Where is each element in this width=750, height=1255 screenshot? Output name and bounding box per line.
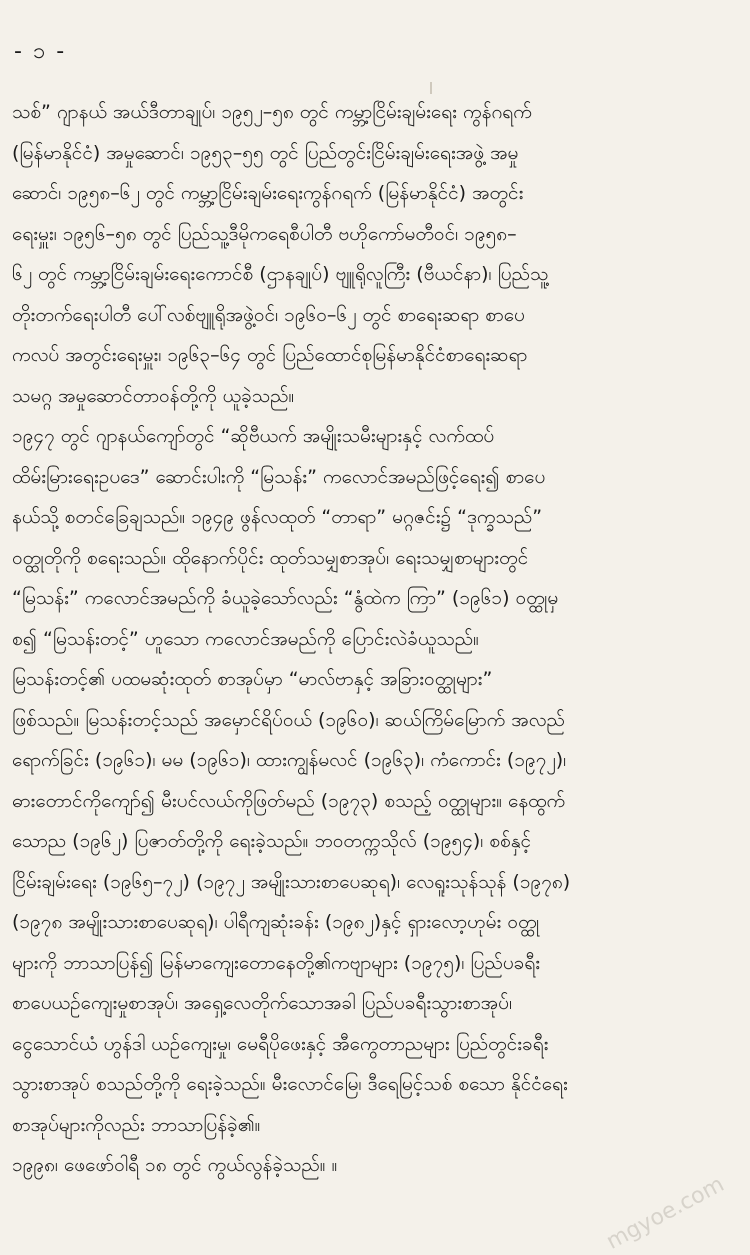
- text-line: ဝတ္ထုတိုကို စရေးသည်။ ထိုနောက်ပိုင်း ထုတ်သမျှစာအုပ်၊ ရေးသမျှစာများတွင်: [12, 546, 529, 569]
- text-line: သောည (၁၉၆၂) ပြဇာတ်တို့ကို ရေးခဲ့သည်။ ဘဝတက္ကသိုလ် (၁၉၅၄)၊ စစ်နှင့်: [12, 830, 532, 852]
- text-line: နယ်သို့ စတင်ခြေချသည်။ ၁၉၄၉ ဖွန်လထုတ် “တာရာ” မဂ္ဂဇင်း၌ “ဒုက္ခသည်”: [12, 506, 543, 528]
- page-number: - ၁ -: [14, 39, 67, 64]
- text-line: ထိမ်းမြားရေးဥပဒေ” ဆောင်းပါးကို “မြသန်း” ကလောင်အမည်ဖြင့်ရေး၍ စာပေ: [12, 465, 546, 488]
- text-line: ၁၉၄၇ တွင် ဂျာနယ်ကျော်တွင် “ဆိုဗီယက် အမျိုးသမီးများနှင့် လက်ထပ်: [12, 425, 495, 447]
- text-line: စ၍ “မြသန်းတင့်” ဟူသော ကလောင်အမည်ကို ပြောင်းလဲခံယူသည်။: [12, 627, 479, 650]
- text-line: ဆောင်၊ ၁၉၅၈–၆၂ တွင် ကမ္ဘာ့ငြိမ်းချမ်းရေးကွန်ဂရက် (မြန်မာနိုင်ငံ) အတွင်း: [12, 182, 524, 204]
- text-line: သမဂ္ဂ အမှုဆောင်တာဝန်တို့ကို ယူခဲ့သည်။: [12, 384, 295, 407]
- text-line: ရောက်ခြင်း (၁၉၆၁)၊ မမ (၁၉၆၁)၊ ထားကျွန်မလင် (၁၉၆၃)၊ ကံကောင်း (၁၉၇၂)၊: [12, 749, 567, 771]
- watermark: mgyoe.com: [602, 1171, 728, 1255]
- text-line: စာအုပ်များကိုလည်း ဘာသာပြန်ခဲ့၏။: [12, 1113, 261, 1136]
- text-line: (၁၉၇၈ အမျိုးသားစာပေဆုရ)၊ ပါရီကျဆုံးခန်း (၁၉၈၂)နှင့် ရှားလော့ဟုမ်း ဝတ္ထု: [12, 911, 540, 933]
- text-line: (မြန်မာနိုင်ငံ) အမှုဆောင်၊ ၁၉၅၃–၅၅ တွင် ပြည်တွင်းငြိမ်းချမ်းရေးအဖွဲ့ အမှု: [12, 141, 519, 164]
- text-line: ဖြစ်သည်။ မြသန်းတင့်သည် အမှောင်ရိပ်ဝယ် (၁၉၆၀)၊ ဆယ်ကြိမ်မြောက် အလည်: [12, 708, 565, 731]
- text-line: ၆၂ တွင် ကမ္ဘာ့ငြိမ်းချမ်းရေးကောင်စီ (ဌာနချုပ်) ဗျူရိုလူကြီး (ဗီယင်နာ)၊ ပြည်သူ့: [12, 263, 549, 285]
- text-line: ငြိမ်းချမ်းရေး (၁၉၆၅–၇၂) (၁၉၇၂ အမျိုးသားစာပေဆုရ)၊ လေရူးသုန်သုန် (၁၉၇၈): [12, 870, 571, 893]
- text-line: မြသန်းတင့်၏ ပထမဆုံးထုတ် စာအုပ်မှာ “မာလ်ဗာနှင့် အခြားဝတ္ထုများ”: [12, 668, 493, 690]
- text-line: ငွေသောင်ယံ ဟွန်ဒါ ယဉ်ကျေးမှု၊ မေရီပိုဖေးနှင့် အီကွေတာညများ ပြည်တွင်းခရီး: [12, 1032, 549, 1055]
- body-text: [12, 92, 740, 1186]
- text-line: သစ်” ဂျာနယ် အယ်ဒီတာချုပ်၊ ၁၉၅၂–၅၈ တွင် ကမ္ဘာ့ငြိမ်းချမ်းရေး ကွန်ဂရက်: [12, 101, 532, 123]
- text-line: စာပေယဉ်ကျေးမှုစာအုပ်၊ အရှေ့လေတိုက်သောအခါ ပြည်ပခရီးသွားစာအုပ်၊: [12, 992, 512, 1014]
- text-line: “မြသန်း” ကလောင်အမည်ကို ခံယူခဲ့သော်လည်း “နွံထဲက ကြာ” (၁၉၆၁) ဝတ္ထုမှ: [12, 587, 559, 609]
- text-line: ဓားတောင်ကိုကျော်၍ မီးပင်လယ်ကိုဖြတ်မည် (၁၉၇၃) စသည့် ဝတ္ထုများ။ နေထွက်: [12, 789, 566, 812]
- text-line: များကို ဘာသာပြန်၍ မြန်မာကျေးတောနေတို့၏ကဗျာများ (၁၉၇၅)၊ ပြည်ပခရီး: [12, 951, 541, 974]
- text-line: ကလပ် အတွင်းရေးမှူး၊ ၁၉၆၃–၆၄ တွင် ပြည်ထောင်စုမြန်မာနိုင်ငံစာရေးဆရာ: [12, 344, 528, 366]
- text-line: သွားစာအုပ် စသည်တို့ကို ရေးခဲ့သည်။ မီးလောင်မြေ၊ ဒီရေမြင့်သစ် စသော နိုင်ငံရေး: [12, 1073, 568, 1095]
- text-line: ၁၉၉၈၊ ဖေဖော်ဝါရီ ၁၈ တွင် ကွယ်လွန်ခဲ့သည်။ ။: [12, 1154, 338, 1176]
- text-line: တိုးတက်ရေးပါတီ ပေါ်လစ်ဗျူရိုအဖွဲ့ဝင်၊ ၁၉၆၀–၆၂ တွင် စာရေးဆရာ စာပေ: [12, 303, 525, 326]
- text-line: ရေးမှူး၊ ၁၉၅၆–၅၈ တွင် ပြည်သူ့ဒီမိုကရေစီပါတီ ဗဟိုကော်မတီဝင်၊ ၁၉၅၈–: [12, 222, 517, 245]
